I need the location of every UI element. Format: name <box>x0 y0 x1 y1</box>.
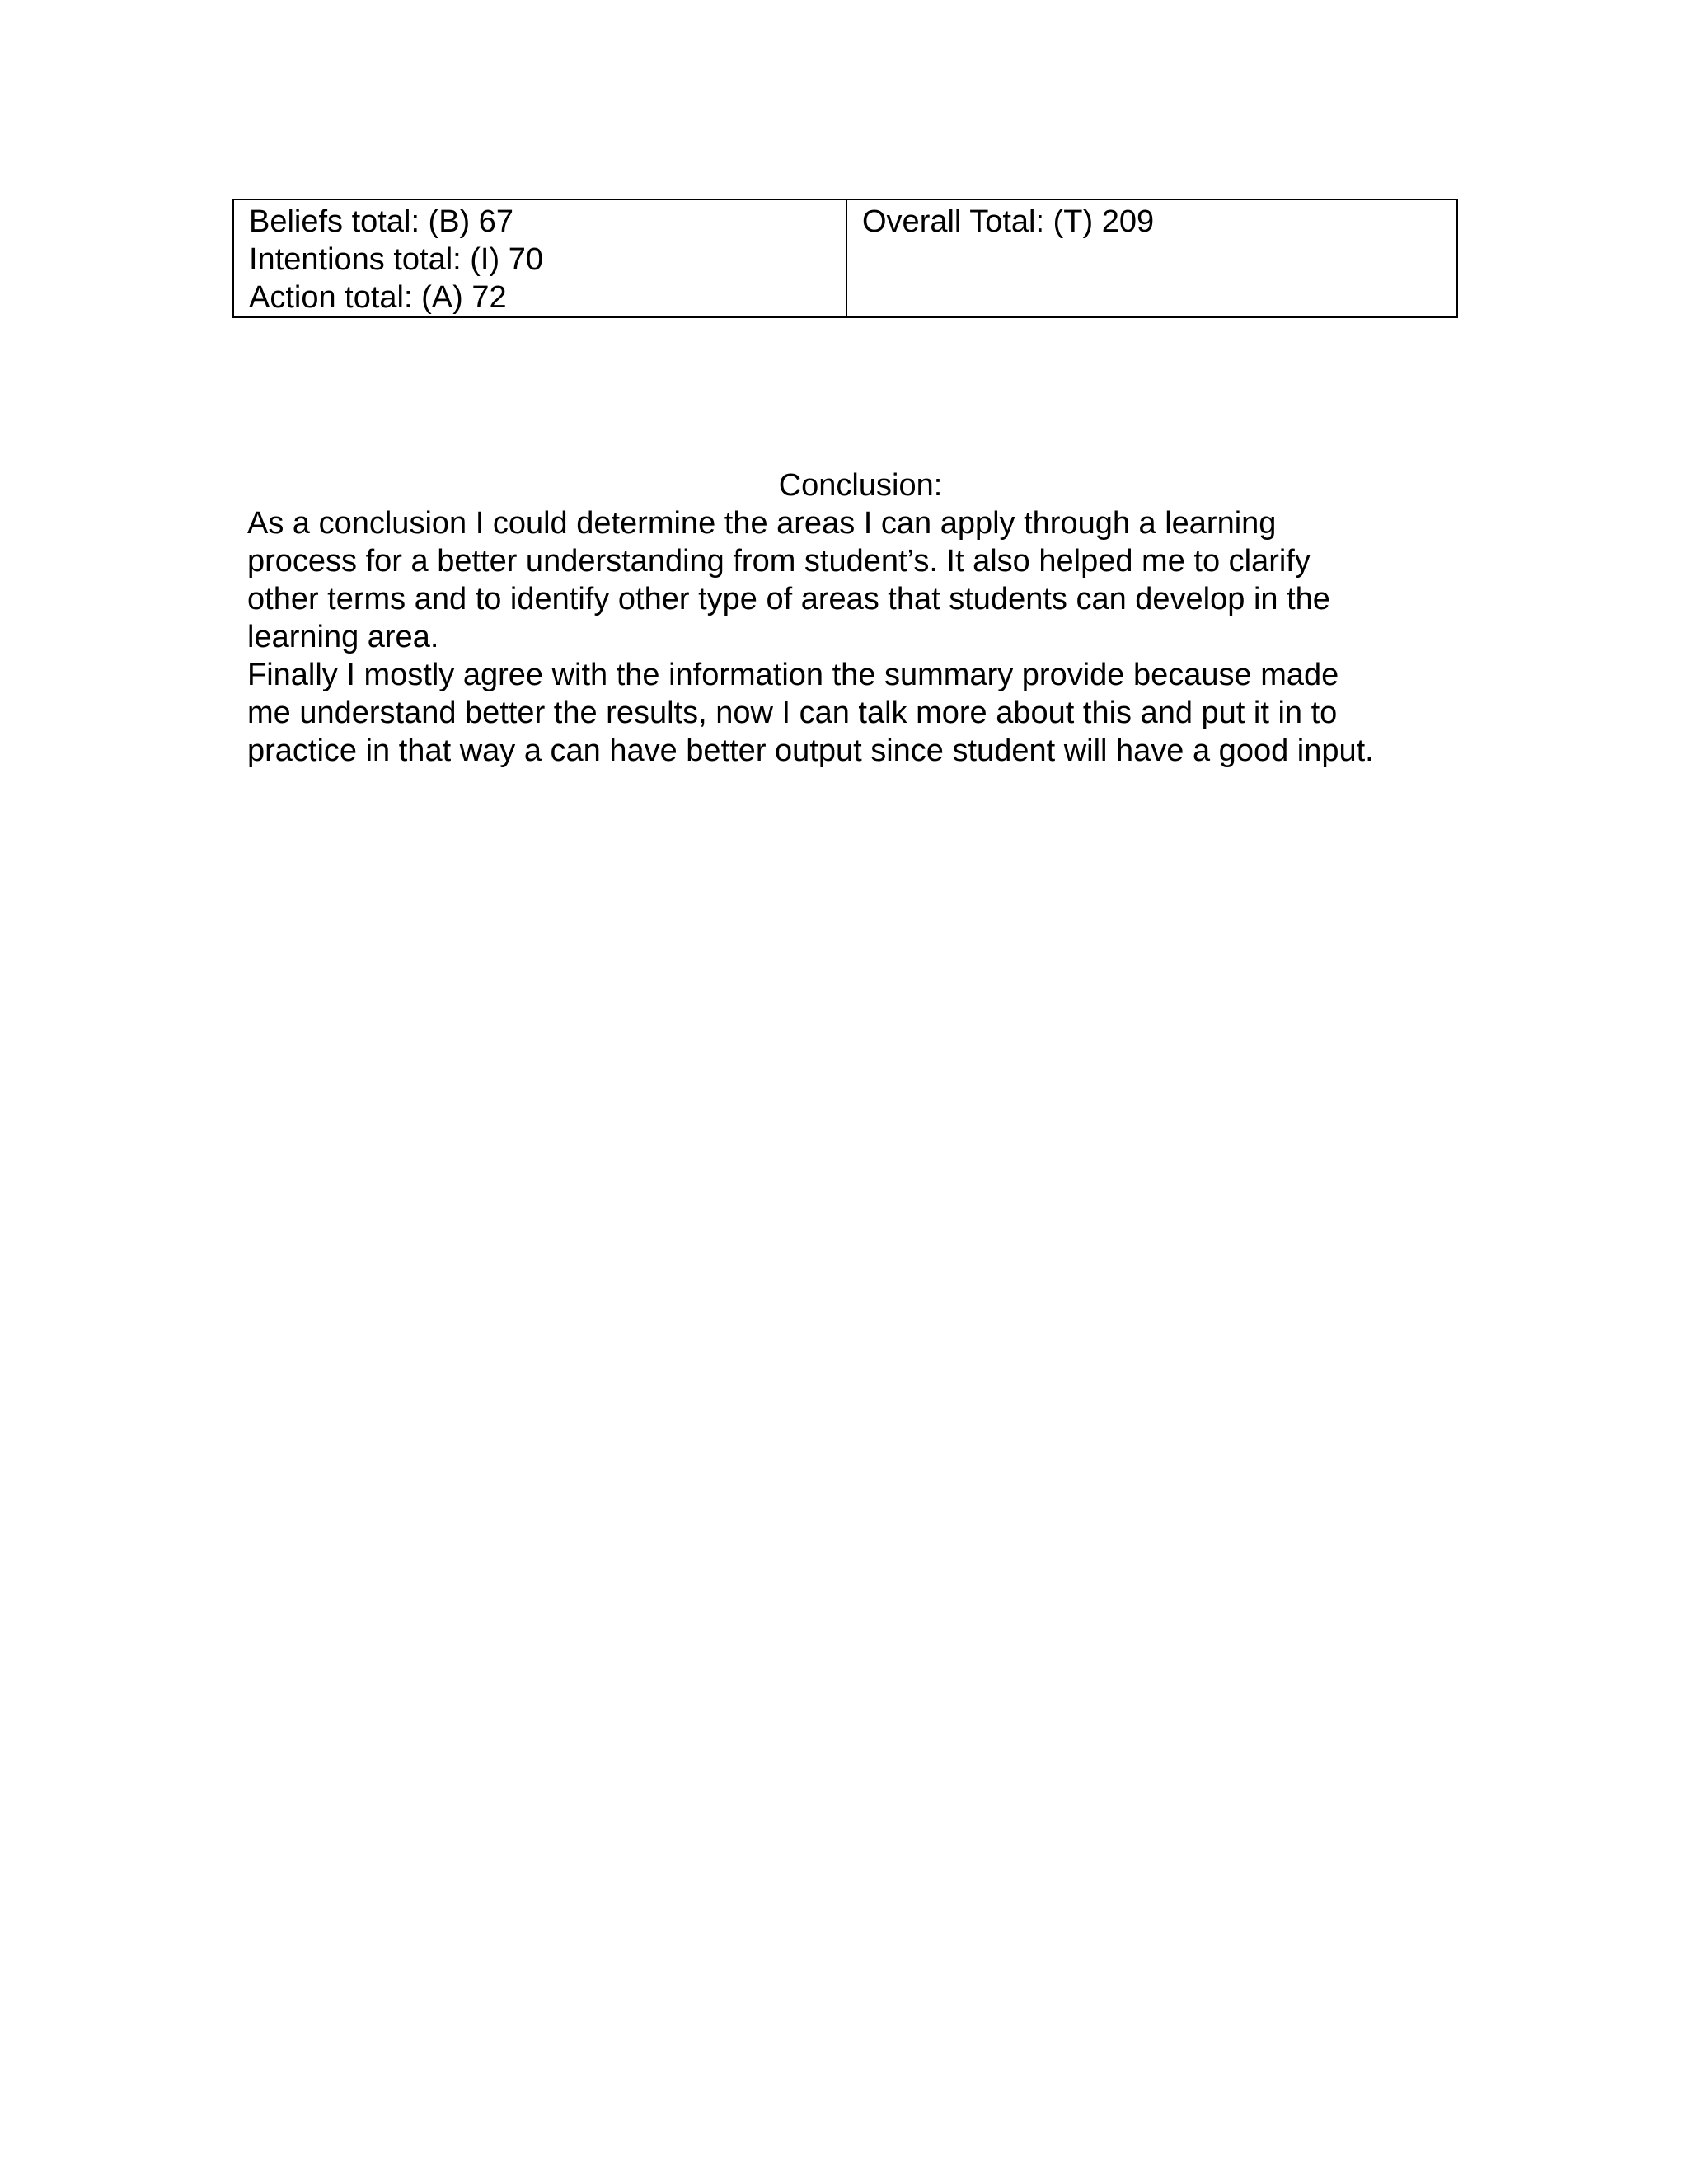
totals-row <box>233 199 1457 317</box>
totals-table <box>232 199 1458 318</box>
paragraph-line: As a conclusion I could determine the areas I can apply through a learning <box>247 506 1277 541</box>
paragraph-line: learning area. <box>247 620 439 654</box>
conclusion-heading: Conclusion: <box>778 468 943 503</box>
conclusion-section <box>247 466 1451 770</box>
beliefs-total: Beliefs total: (B) 67 <box>249 204 514 239</box>
subtotals-cell <box>233 199 846 317</box>
overall-total: Overall Total: (T) 209 <box>862 204 1155 239</box>
overall-total-cell <box>846 199 1457 317</box>
paragraph-line: Finally I mostly agree with the information the summary provide because made <box>247 658 1339 692</box>
paragraph-line: practice in that way a can have better output since student will have a good input. <box>247 733 1374 768</box>
intentions-total: Intentions total: (I) 70 <box>249 242 543 277</box>
conclusion-paragraph-2 <box>247 656 1451 770</box>
conclusion-paragraph-1 <box>247 504 1451 656</box>
paragraph-line: process for a better understanding from student’s. It also helped me to clarify <box>247 544 1311 579</box>
paragraph-line: me understand better the results, now I can talk more about this and put it in to <box>247 696 1338 730</box>
paragraph-line: other terms and to identify other type of areas that students can develop in the <box>247 582 1330 616</box>
action-total: Action total: (A) 72 <box>249 280 507 315</box>
